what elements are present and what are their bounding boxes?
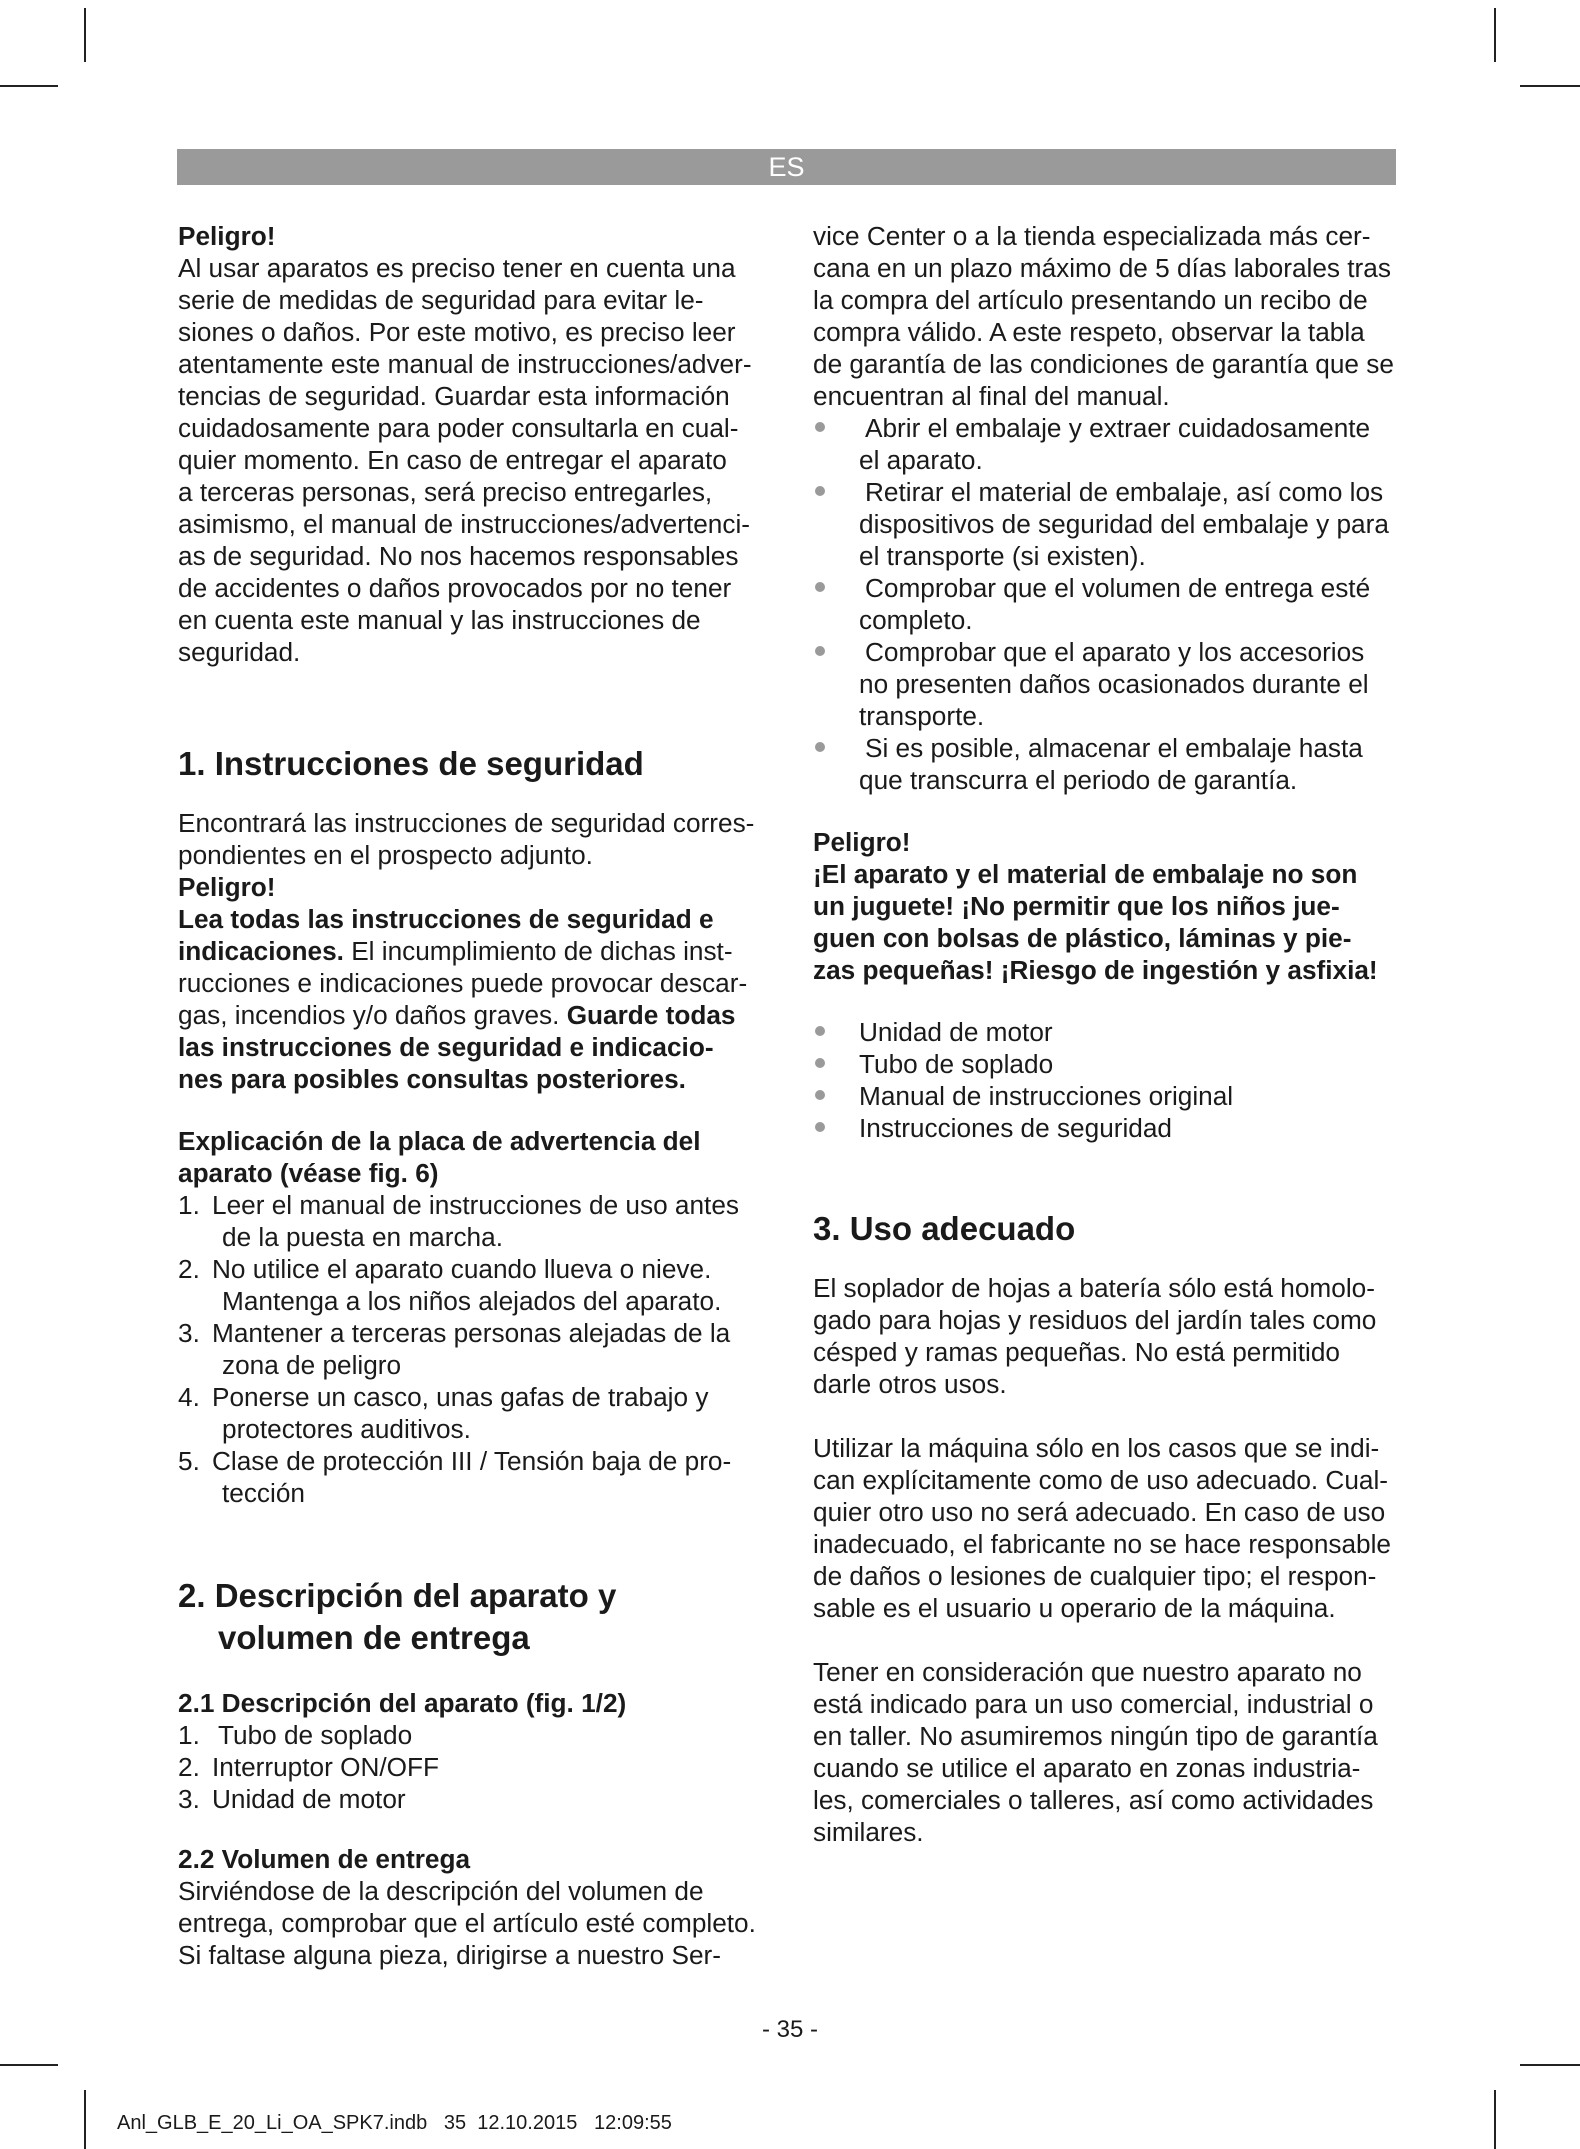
item-text: tección (222, 1478, 305, 1508)
text-line: inadecuado, el fabricante no se hace responsable (813, 1529, 1391, 1559)
list-item (813, 1016, 1413, 1048)
item-text: Instrucciones de seguridad (859, 1113, 1172, 1143)
warning-plate-heading (178, 1125, 778, 1189)
section-2-1-heading: 2.1 Descripción del aparato (fig. 1/2) (178, 1688, 627, 1718)
item-number: 5. (178, 1446, 200, 1476)
text-span: gas, incendios y/o daños graves. (178, 1000, 567, 1030)
text-line: ¡El aparato y el material de embalaje no son (813, 859, 1358, 889)
list-item (813, 1080, 1413, 1112)
item-text: el aparato. (859, 445, 983, 475)
bold-text: las instrucciones de seguridad e indicacio- (178, 1032, 714, 1062)
warning-title: Peligro! (813, 827, 911, 857)
item-text: de la puesta en marcha. (222, 1222, 503, 1252)
crop-mark (0, 2064, 58, 2066)
text-line: quier momento. En caso de entregar el aparato (178, 445, 727, 475)
list-item (178, 1719, 778, 1751)
text-line: aparato (véase fig. 6) (178, 1158, 439, 1188)
text-line: gado para hojas y residuos del jardín tales como (813, 1305, 1377, 1335)
item-text: Mantenga a los niños alejados del aparato. (222, 1286, 722, 1316)
bullet-icon (815, 582, 825, 592)
text-line: darle otros usos. (813, 1369, 1007, 1399)
text-line: atentamente este manual de instrucciones/adver- (178, 349, 752, 379)
item-number: 1. (178, 1190, 200, 1220)
crop-mark (1520, 2064, 1580, 2066)
list-item (178, 1381, 778, 1445)
text-line: cuando se utilice el aparato en zonas industria- (813, 1753, 1361, 1783)
text-line: de daños o lesiones de cualquier tipo; el respon- (813, 1561, 1377, 1591)
list-item (813, 572, 1413, 636)
text-span: El incumplimiento de dichas inst- (343, 936, 733, 966)
text-line: rucciones e indicaciones puede provocar descar- (178, 968, 748, 998)
section-3-paragraph (813, 1432, 1413, 1624)
item-text: Interruptor ON/OFF (212, 1752, 440, 1782)
item-number: 3. (178, 1318, 200, 1348)
list-item (178, 1783, 778, 1815)
item-text: Clase de protección III / Tensión baja de pro- (212, 1446, 732, 1476)
text-line: les, comerciales o talleres, así como actividades (813, 1785, 1374, 1815)
print-footer: Anl_GLB_E_20_Li_OA_SPK7.indb 35 12.10.2015 12:09:55 (117, 2112, 672, 2134)
text-line: guen con bolsas de plástico, láminas y pie- (813, 923, 1352, 953)
item-text: No utilice el aparato cuando llueva o nieve. (212, 1254, 712, 1284)
text-line: similares. (813, 1817, 924, 1847)
section-2-2-text (178, 1875, 778, 1971)
text-line: en taller. No asumiremos ningún tipo de garantía (813, 1721, 1378, 1751)
device-parts-list (178, 1719, 778, 1815)
text-line: vice Center o a la tienda especializada más cer- (813, 221, 1371, 251)
text-line: serie de medidas de seguridad para evitar le- (178, 285, 704, 315)
page-number: - 35 - (761, 2016, 818, 2043)
item-text: Unidad de motor (212, 1784, 406, 1814)
list-item (178, 1253, 778, 1317)
crop-mark (84, 2090, 86, 2149)
list-item (813, 1048, 1413, 1080)
text-line: Tener en consideración que nuestro aparato no (813, 1657, 1362, 1687)
item-text: Unidad de motor (859, 1017, 1053, 1047)
right-column (813, 220, 1413, 1848)
crop-mark (0, 85, 58, 87)
list-item (178, 1189, 778, 1253)
text-line: está indicado para un uso comercial, industrial o (813, 1689, 1374, 1719)
item-number: 2. (178, 1254, 200, 1284)
text-line: cuidadosamente para poder consultarla en cual- (178, 413, 739, 443)
list-item (813, 732, 1413, 796)
text-line: as de seguridad. No nos hacemos responsables (178, 541, 739, 571)
list-item (813, 476, 1413, 572)
list-item (178, 1445, 778, 1509)
item-text: Comprobar que el volumen de entrega esté (865, 573, 1371, 603)
section-1-heading: 1. Instrucciones de seguridad (178, 745, 644, 782)
warning-text (178, 252, 778, 668)
text-line: siones o daños. Por este motivo, es preciso leer (178, 317, 736, 347)
item-number: 4. (178, 1382, 200, 1412)
section-3-paragraph (813, 1272, 1413, 1400)
item-text: Tubo de soplado (218, 1720, 413, 1750)
item-text: no presenten daños ocasionados durante el (859, 669, 1369, 699)
item-text: zona de peligro (222, 1350, 402, 1380)
item-text: protectores auditivos. (222, 1414, 471, 1444)
text-line: can explícitamente como de uso adecuado. Cual- (813, 1465, 1389, 1495)
text-line: un juguete! ¡No permitir que los niños jue- (813, 891, 1340, 921)
item-text: Ponerse un casco, unas gafas de trabajo y (212, 1382, 709, 1412)
warning-title: Peligro! (178, 872, 276, 902)
text-line: El soplador de hojas a batería sólo está homolo- (813, 1273, 1375, 1303)
text-line: cana en un plazo máximo de 5 días laborales tras (813, 253, 1391, 283)
bold-text: Lea todas las instrucciones de seguridad e (178, 904, 714, 934)
item-text: dispositivos de seguridad del embalaje y para (859, 509, 1389, 539)
text-line: la compra del artículo presentando un recibo de (813, 285, 1368, 315)
text-line: entrega, comprobar que el artículo esté completo. (178, 1908, 756, 1938)
item-text: el transporte (si existen). (859, 541, 1146, 571)
left-column (178, 220, 778, 1971)
text-line: Sirviéndose de la descripción del volumen de (178, 1876, 704, 1906)
text-line: zas pequeñas! ¡Riesgo de ingestión y asfixia! (813, 955, 1378, 985)
item-text: completo. (859, 605, 973, 635)
unpacking-steps-list (813, 412, 1413, 796)
list-item (813, 1112, 1413, 1144)
text-line: Si faltase alguna pieza, dirigirse a nuestro Ser- (178, 1940, 721, 1970)
heading-line: 2. Descripción del aparato y (178, 1577, 617, 1614)
text-line: Explicación de la placa de advertencia del (178, 1126, 701, 1156)
bullet-icon (815, 1026, 825, 1036)
bullet-icon (815, 1058, 825, 1068)
item-text: Manual de instrucciones original (859, 1081, 1234, 1111)
item-number: 2. (178, 1752, 200, 1782)
text-line: en cuenta este manual y las instrucciones de (178, 605, 701, 635)
bullet-icon (815, 742, 825, 752)
item-text: transporte. (859, 701, 985, 731)
list-item (178, 1317, 778, 1381)
text-line: tencias de seguridad. Guardar esta información (178, 381, 730, 411)
text-line: asimismo, el manual de instrucciones/advertenci- (178, 509, 751, 539)
list-item (178, 1751, 778, 1783)
item-text: Retirar el material de embalaje, así como los (865, 477, 1384, 507)
text-line: pondientes en el prospecto adjunto. (178, 840, 593, 870)
delivery-contents-list (813, 1016, 1413, 1144)
text-line: césped y ramas pequeñas. No está permitido (813, 1337, 1340, 1367)
bullet-icon (815, 486, 825, 496)
text-line: Utilizar la máquina sólo en los casos que se indi- (813, 1433, 1380, 1463)
text-line: de garantía de las condiciones de garantía que se (813, 349, 1394, 379)
warning-plate-list (178, 1189, 778, 1509)
section-2-2-heading: 2.2 Volumen de entrega (178, 1844, 471, 1874)
bullet-icon (815, 1122, 825, 1132)
crop-mark (1494, 2090, 1496, 2149)
item-text: Mantener a terceras personas alejadas de la (212, 1318, 731, 1348)
item-text: Leer el manual de instrucciones de uso antes (212, 1190, 739, 1220)
language-header-bar (177, 149, 1396, 185)
crop-mark (1494, 8, 1496, 62)
item-number: 1. (178, 1720, 200, 1750)
bullet-icon (815, 422, 825, 432)
text-line: Al usar aparatos es preciso tener en cuenta una (178, 253, 736, 283)
bold-text: Guarde todas (566, 1000, 736, 1030)
item-text: Comprobar que el aparato y los accesorios (865, 637, 1365, 667)
item-text: Tubo de soplado (859, 1049, 1054, 1079)
item-text: Si es posible, almacenar el embalaje hasta (865, 733, 1363, 763)
heading-line: volumen de entrega (218, 1619, 530, 1656)
section-3-heading: 3. Uso adecuado (813, 1210, 1076, 1247)
text-line: sable es el usuario u operario de la máquina. (813, 1593, 1336, 1623)
item-number: 3. (178, 1784, 200, 1814)
section-1-intro (178, 807, 778, 871)
bullet-icon (815, 1090, 825, 1100)
text-line: quier otro uso no será adecuado. En caso de uso (813, 1497, 1386, 1527)
bold-text: nes para posibles consultas posteriores. (178, 1064, 686, 1094)
packaging-warning-text (813, 858, 1413, 986)
item-text: que transcurra el periodo de garantía. (859, 765, 1298, 795)
section-2-heading (178, 1575, 778, 1659)
bullet-icon (815, 646, 825, 656)
language-code: ES (768, 152, 805, 182)
crop-mark (1520, 85, 1580, 87)
text-line: Encontrará las instrucciones de seguridad corres- (178, 808, 755, 838)
crop-mark (84, 8, 86, 62)
item-text: Abrir el embalaje y extraer cuidadosamente (865, 413, 1371, 443)
text-line: de accidentes o daños provocados por no tener (178, 573, 732, 603)
bold-text: indicaciones. (178, 936, 344, 966)
text-line: seguridad. (178, 637, 301, 667)
text-line: compra válido. A este respeto, observar la tabla (813, 317, 1365, 347)
continued-text (813, 220, 1413, 412)
text-line: encuentran al final del manual. (813, 381, 1170, 411)
list-item (813, 412, 1413, 476)
section-3-paragraph (813, 1656, 1413, 1848)
section-1-safety-text (178, 903, 778, 1095)
text-line: a terceras personas, será preciso entregarles, (178, 477, 713, 507)
warning-title: Peligro! (178, 221, 276, 251)
list-item (813, 636, 1413, 732)
